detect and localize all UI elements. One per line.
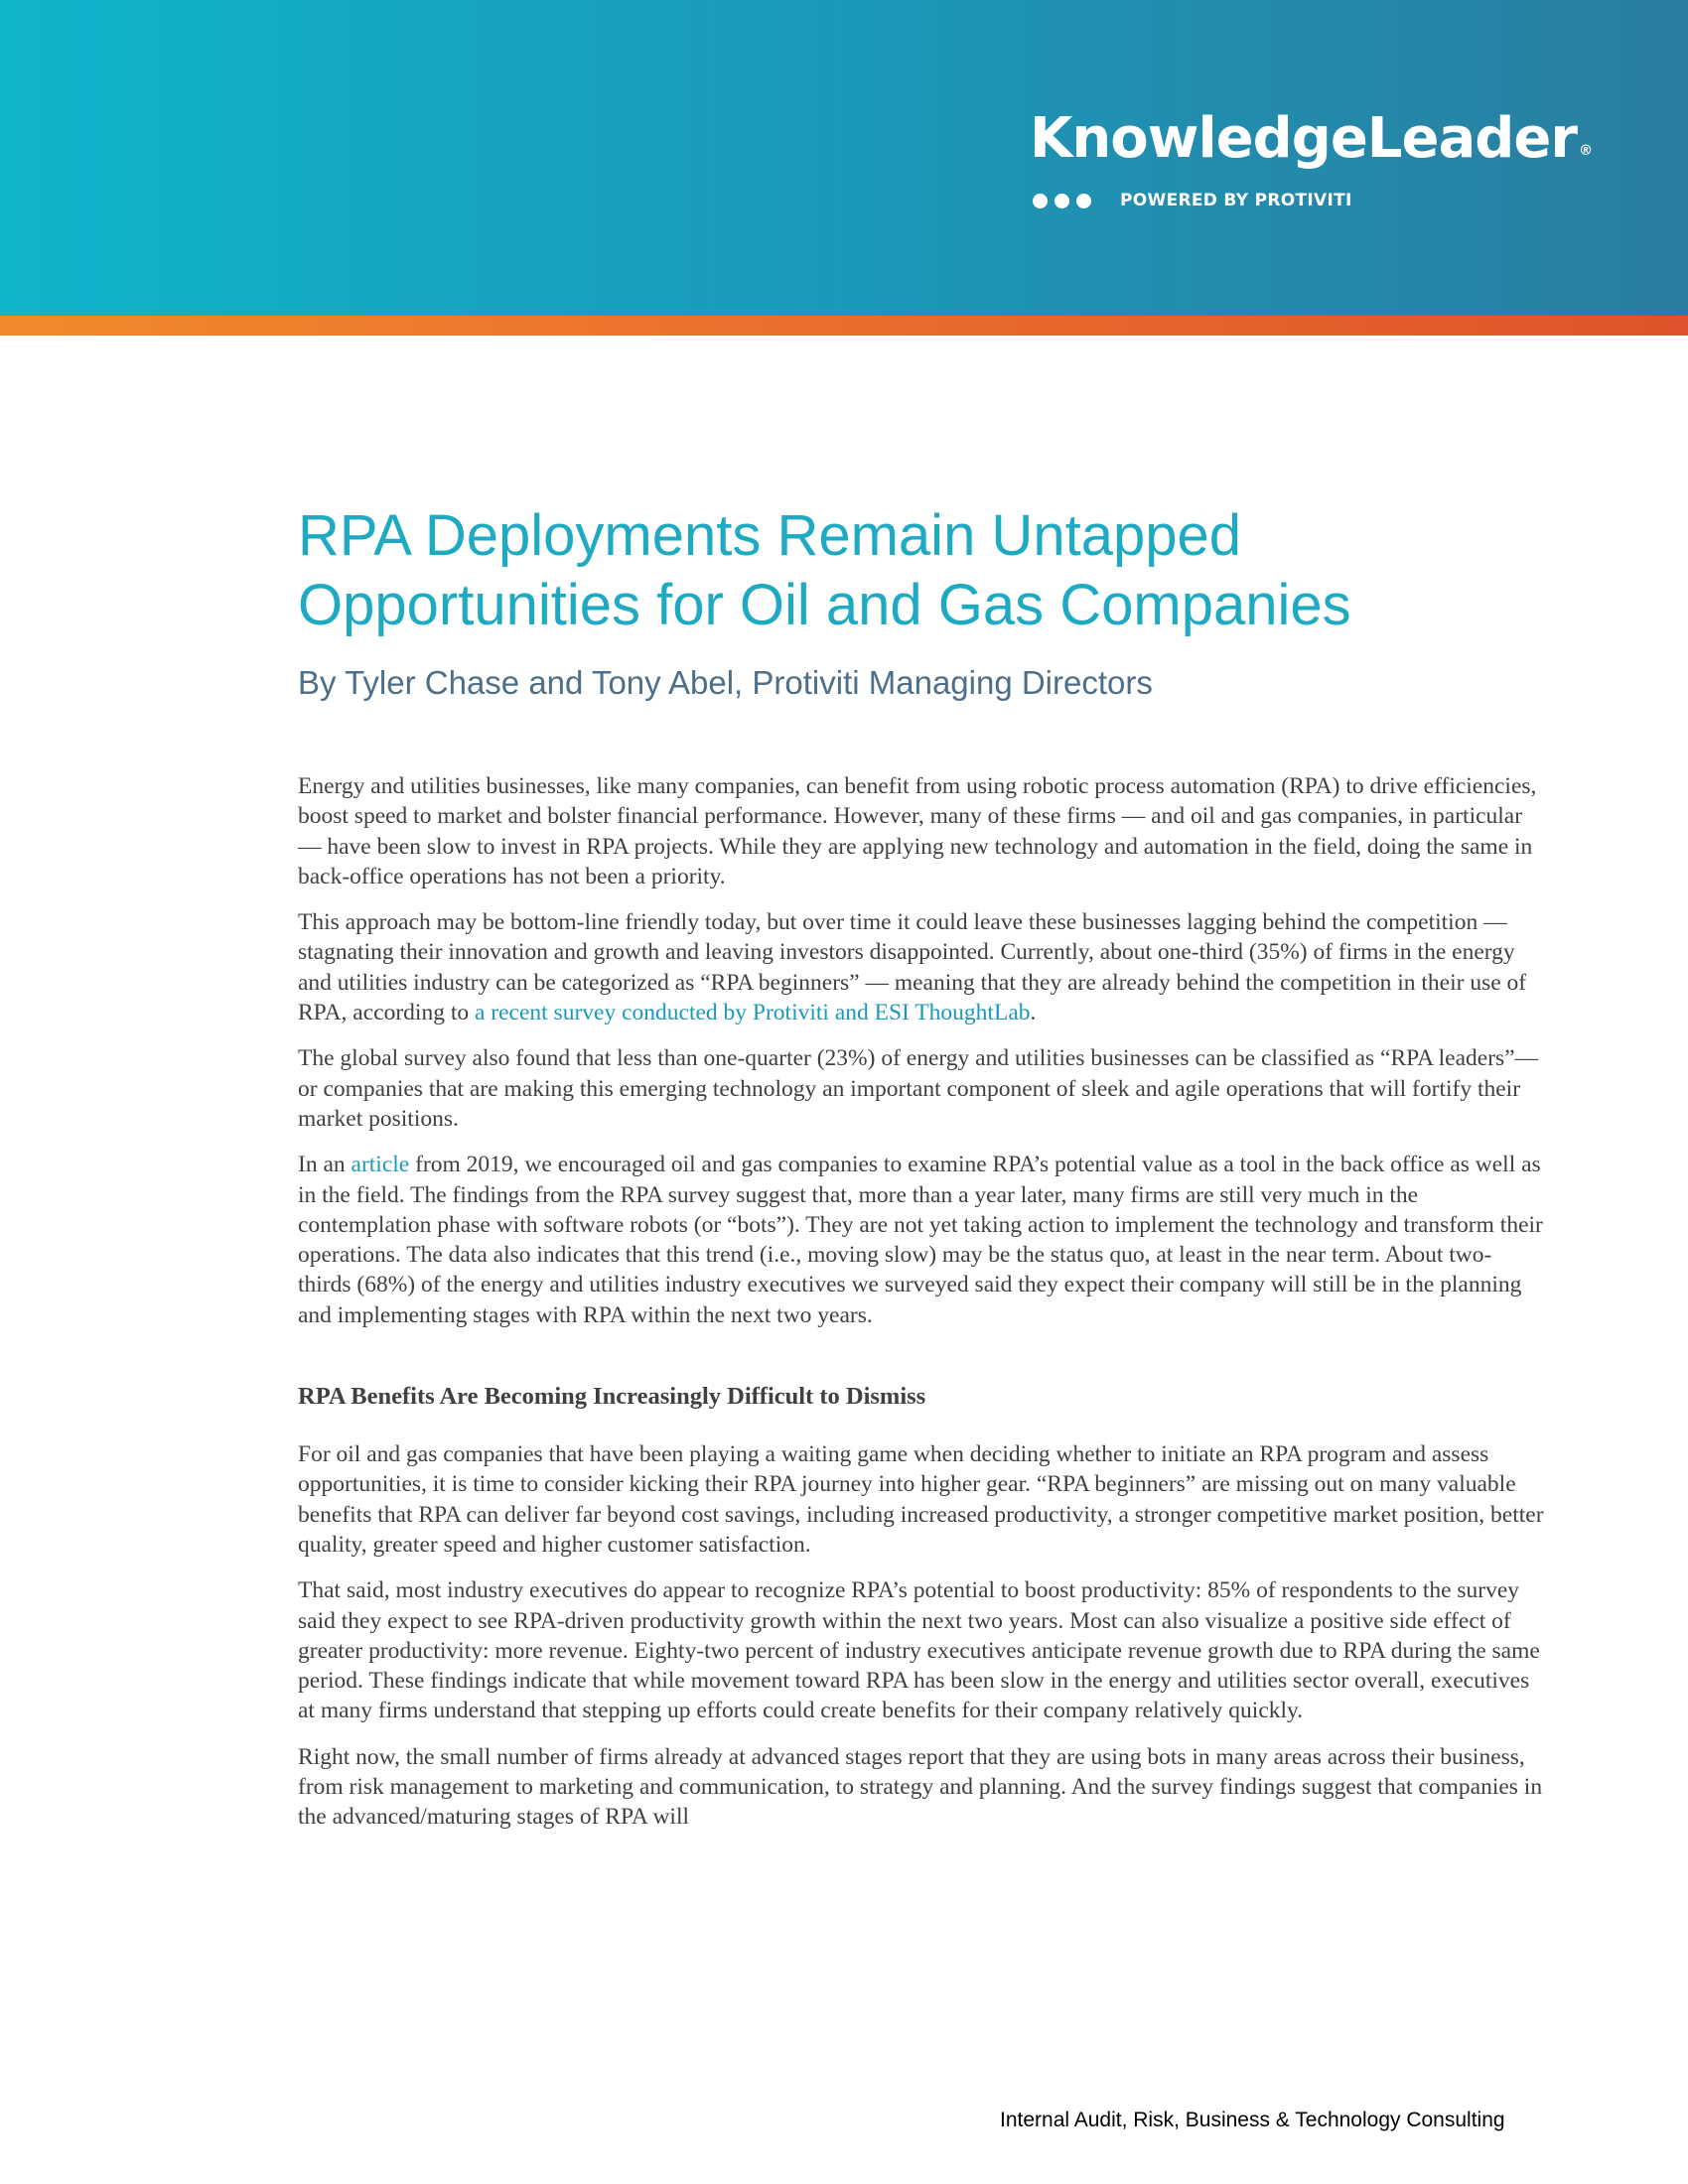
- dot-icon: [1033, 194, 1048, 208]
- dot-icon: [1076, 194, 1091, 208]
- footer-text: Internal Audit, Risk, Business & Technology Consulting: [1000, 2109, 1505, 2131]
- registered-mark: ®: [1578, 143, 1592, 159]
- paragraph-text: In an: [298, 1152, 352, 1178]
- brand-name: KnowledgeLeader: [1030, 106, 1577, 171]
- paragraph-productivity: That said, most industry executives do appear to recognize RPA’s potential to boost productivity: 85% of respondents to the survey said they expect to see RPA-driven productivity growth within the next two years. Most can also visualize a positive side effect of greater productivity: more revenue. Eighty-two percent of industry executives anticipate revenue growth due to RPA during the same period. These findings indicate that while movement toward RPA has been slow in the energy and utilities sector overall, executives at many firms understand that stepping up efforts could create benefits for their company relatively quickly.: [298, 1577, 1540, 1724]
- article-byline: By Tyler Chase and Tony Abel, Protiviti Managing Directors: [298, 664, 1153, 701]
- article-link[interactable]: article: [351, 1152, 410, 1178]
- paragraph-text: from 2019, we encouraged oil and gas companies to examine RPA’s potential value as a tool in the back office as well as in the field. The findings from the RPA survey suggest that, more than a year later, many firms are still very much in the contemplation phase with software robots (or “bots”). They are not yet taking action to implement the technology and transform their operations. The data also indicates that this trend (i.e., moving slow) may be the status quo, at least in the near term. About two-thirds (68%) of the energy and utilities industry executives we surveyed said they expect their company will still be in the planning and implementing stages with RPA within the next two years.: [298, 1152, 1543, 1328]
- paragraph-leaders: The global survey also found that less than one-quarter (23%) of energy and utilities businesses can be classified as “RPA leaders”— or companies that are making this emerging technology an important component of sleek and agile operations that will fortify their market positions.: [298, 1045, 1539, 1132]
- header-accent-bar: [0, 316, 1688, 336]
- brand-tagline: POWERED BY PROTIVITI: [1120, 191, 1352, 210]
- paragraph-article-2019: [298, 1150, 1544, 1330]
- paragraph-beginners: [298, 907, 1544, 1027]
- survey-link[interactable]: a recent survey conducted by Protiviti and ESI ThoughtLab: [474, 1000, 1031, 1026]
- article-title: RPA Deployments Remain Untapped Opportunities for Oil and Gas Companies: [298, 503, 1351, 637]
- paragraph-intro: Energy and utilities businesses, like many companies, can benefit from using robotic process automation (RPA) to drive efficiencies, boost speed to market and bolster financial performance. However, many of these firms — and oil and gas companies, in particular — have been slow to invest in RPA projects. While they are applying new technology and automation in the field, doing the same in back-office operations has not been a priority.: [298, 773, 1537, 889]
- paragraph-advanced-firms: Right now, the small number of firms already at advanced stages report that they are using bots in many areas across their business, from risk management to marketing and communication, to strategy and planning. And the survey findings suggest that companies in the advanced/maturing stages of RPA will: [298, 1743, 1543, 1831]
- brand-logo: [1030, 107, 1592, 171]
- dot-icon: [1055, 194, 1069, 208]
- section-heading: RPA Benefits Are Becoming Increasingly Difficult to Dismiss: [298, 1383, 926, 1411]
- paragraph-text: .: [1030, 1000, 1037, 1026]
- paragraph-benefits: For oil and gas companies that have been playing a waiting game when deciding whether to initiate an RPA program and assess opportunities, it is time to consider kicking their RPA journey into higher gear. “RPA beginners” are missing out on many valuable benefits that RPA can deliver far beyond cost savings, including increased productivity, a stronger competitive market position, better quality, greater speed and higher customer satisfaction.: [298, 1441, 1544, 1558]
- brand-dots-icon: [1033, 194, 1091, 208]
- paragraph-text: This approach may be bottom-line friendly today, but over time it could leave these businesses lagging behind the competition — stagnating their innovation and growth and leaving investors disappointed. Currently, about one-third (35%) of firms in the energy and utilities industry can be categorized as “RPA beginners” — meaning that they are already behind the competition in their use of RPA, according to: [298, 909, 1527, 1026]
- article-body: [298, 771, 1544, 1848]
